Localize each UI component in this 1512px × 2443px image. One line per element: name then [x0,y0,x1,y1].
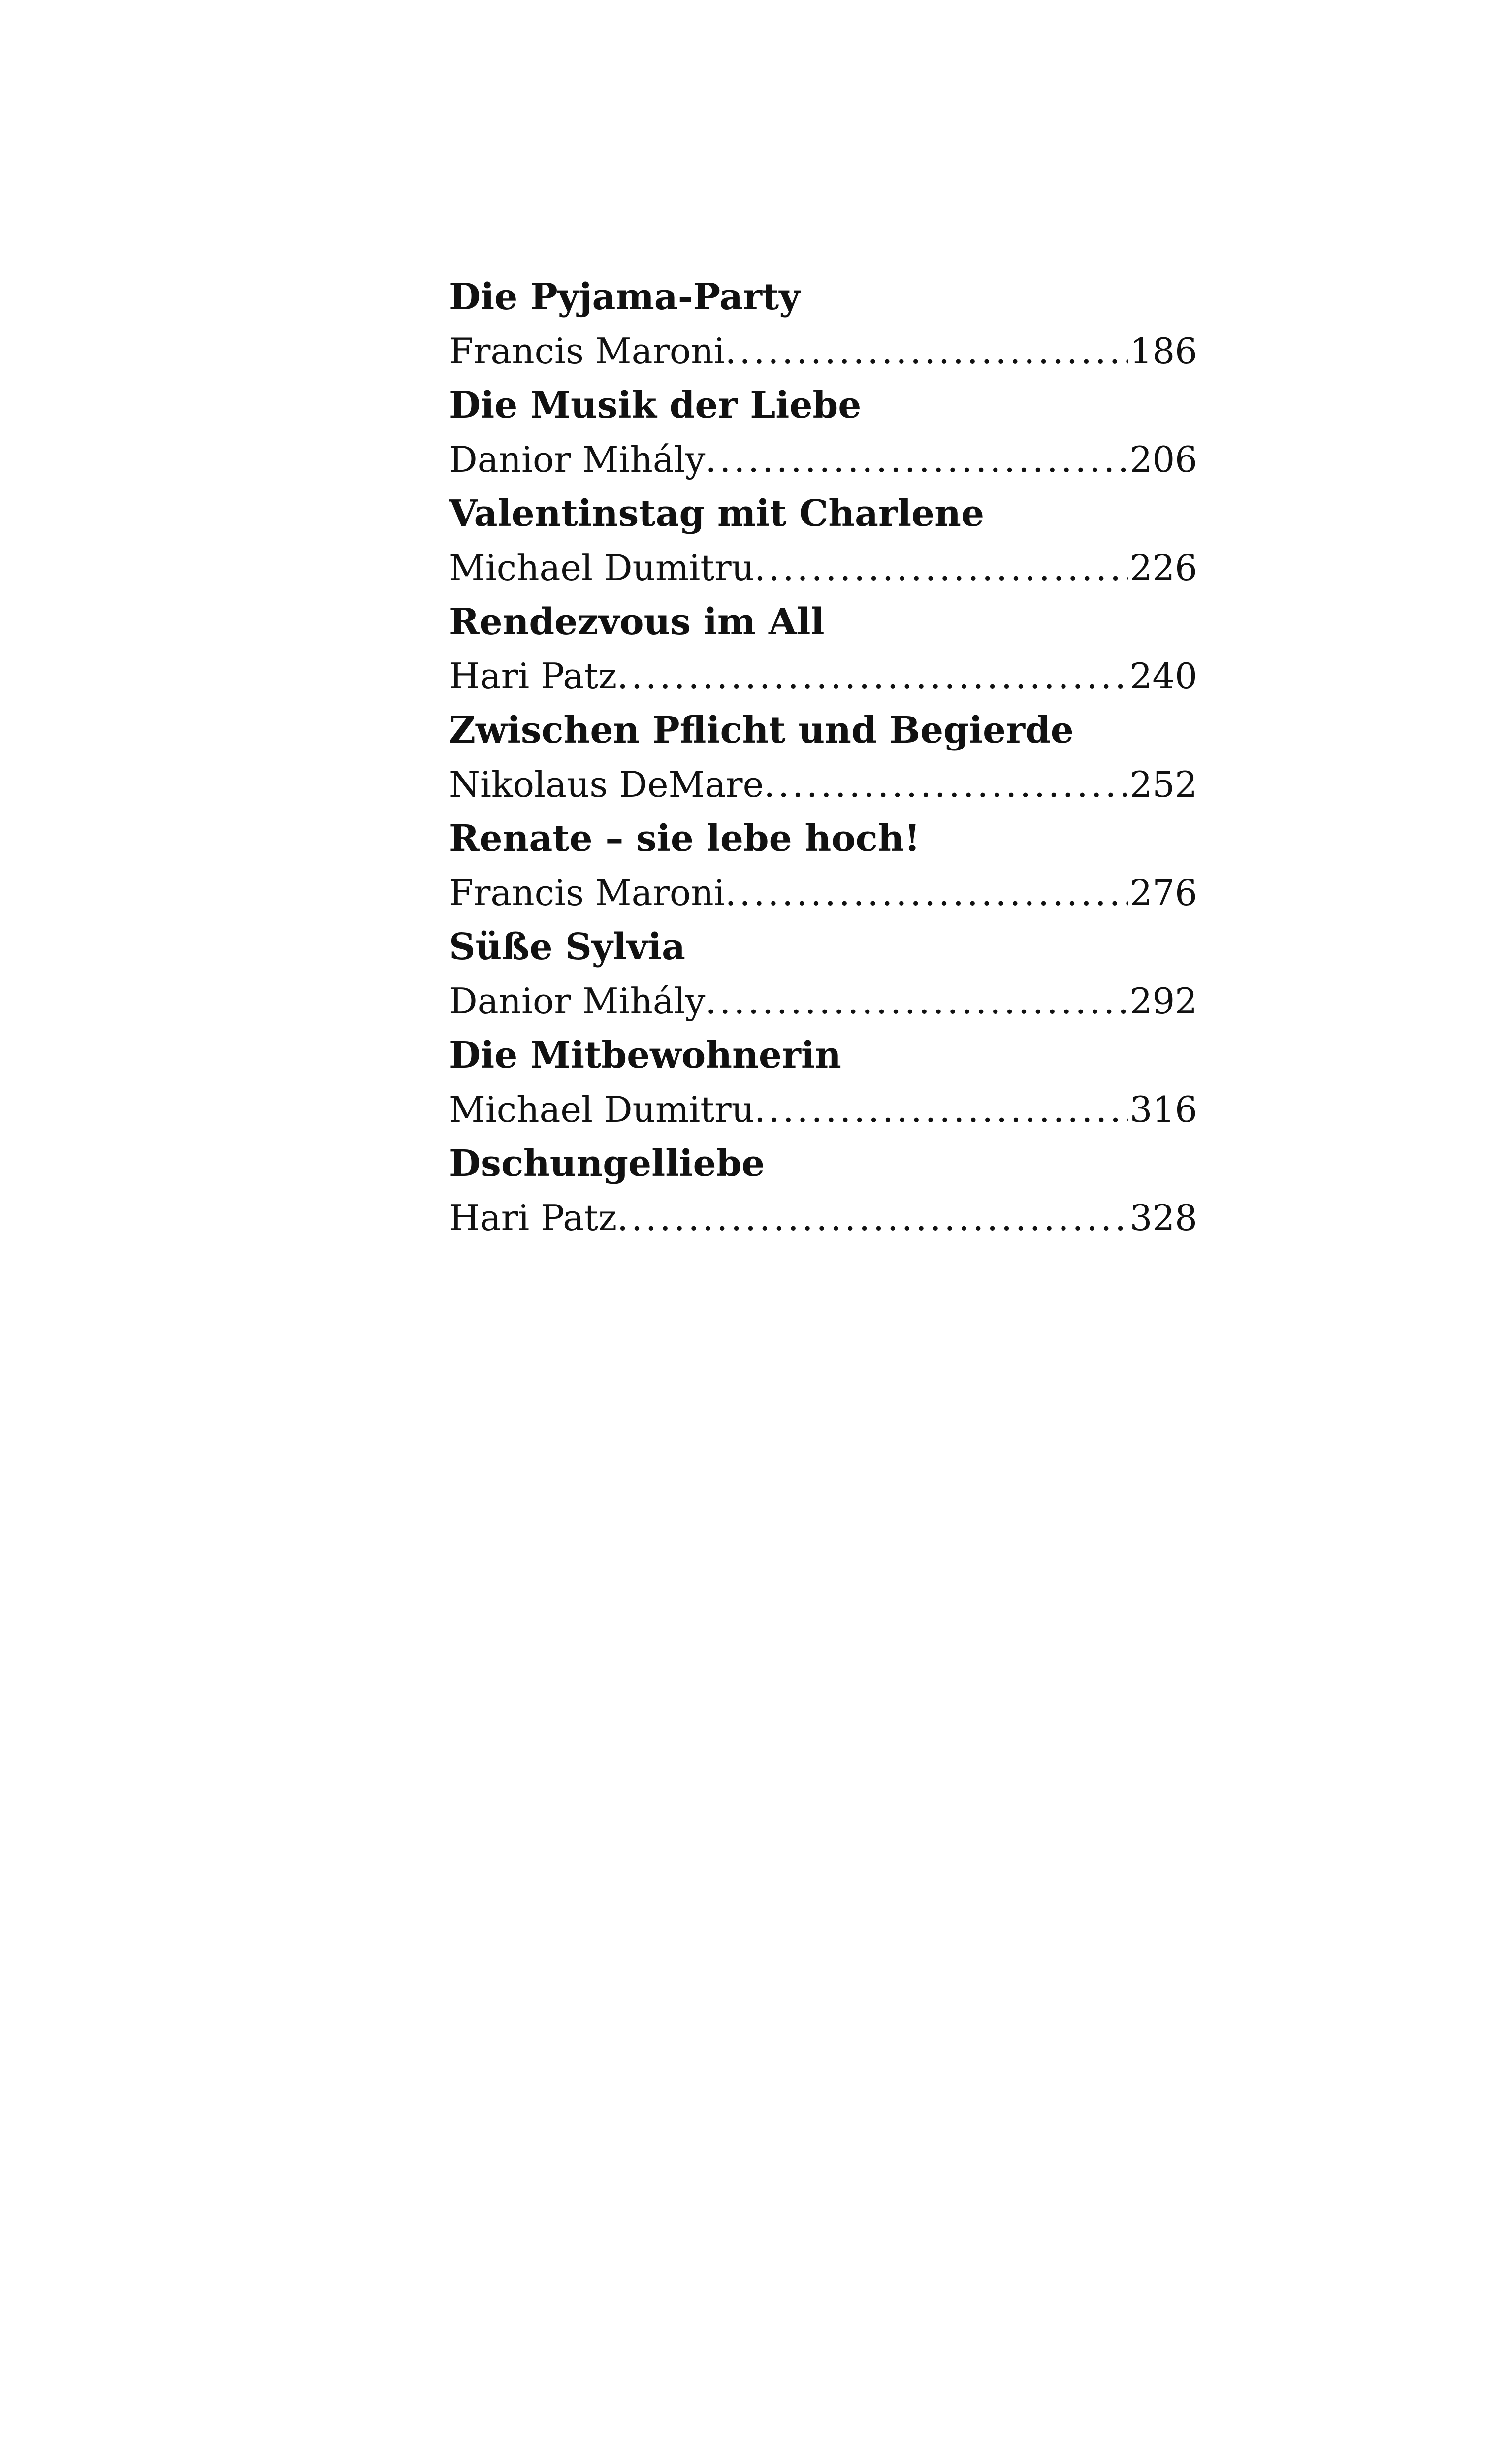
author-name: Nikolaus DeMare [449,764,764,805]
toc-entry [449,378,1197,487]
toc-entry [449,920,1197,1028]
dot-leader [725,866,1128,920]
author-line [449,649,1197,703]
story-title: Die Mitbewohnerin [449,1034,841,1076]
toc-entry [449,812,1197,920]
author-name: Michael Dumitru [449,1089,755,1130]
story-title: Renate – sie lebe hoch! [449,817,921,860]
toc-entry [449,703,1197,812]
page-number: 226 [1129,547,1197,588]
toc-entry [449,1137,1197,1245]
page-number: 292 [1129,980,1197,1022]
page-number: 328 [1129,1197,1197,1238]
page-number: 206 [1129,439,1197,480]
author-line [449,541,1197,595]
page-number: 240 [1129,655,1197,697]
dot-leader [754,1082,1128,1137]
author-line [449,757,1197,812]
dot-leader [725,324,1128,378]
author-name: Michael Dumitru [449,547,755,588]
author-name: Francis Maroni [449,330,725,372]
dot-leader [705,974,1127,1028]
table-of-contents [449,270,1197,1245]
toc-entry [449,270,1197,378]
dot-leader [617,1191,1128,1245]
page-number: 186 [1129,330,1197,372]
page-number: 316 [1129,1089,1197,1130]
author-line [449,974,1197,1028]
author-line [449,1082,1197,1137]
story-title: Rendezvous im All [449,601,825,643]
author-line [449,324,1197,378]
story-title: Die Musik der Liebe [449,384,862,426]
dot-leader [617,649,1128,703]
toc-entry [449,1028,1197,1137]
author-name: Hari Patz [449,1197,617,1238]
story-title: Die Pyjama-Party [449,276,801,318]
toc-entry [449,595,1197,703]
author-name: Danior Mihály [449,980,706,1022]
author-name: Francis Maroni [449,872,725,913]
author-line [449,432,1197,487]
author-name: Danior Mihály [449,439,706,480]
dot-leader [705,432,1127,487]
dot-leader [754,541,1128,595]
story-title: Valentinstag mit Charlene [449,492,985,535]
author-line [449,866,1197,920]
author-line [449,1191,1197,1245]
author-name: Hari Patz [449,655,617,697]
toc-entry [449,487,1197,595]
story-title: Süße Sylvia [449,926,685,968]
story-title: Dschungelliebe [449,1142,765,1185]
dot-leader [764,757,1127,812]
story-title: Zwischen Pflicht und Begierde [449,709,1074,751]
page-number: 252 [1129,764,1197,805]
page-number: 276 [1129,872,1197,913]
